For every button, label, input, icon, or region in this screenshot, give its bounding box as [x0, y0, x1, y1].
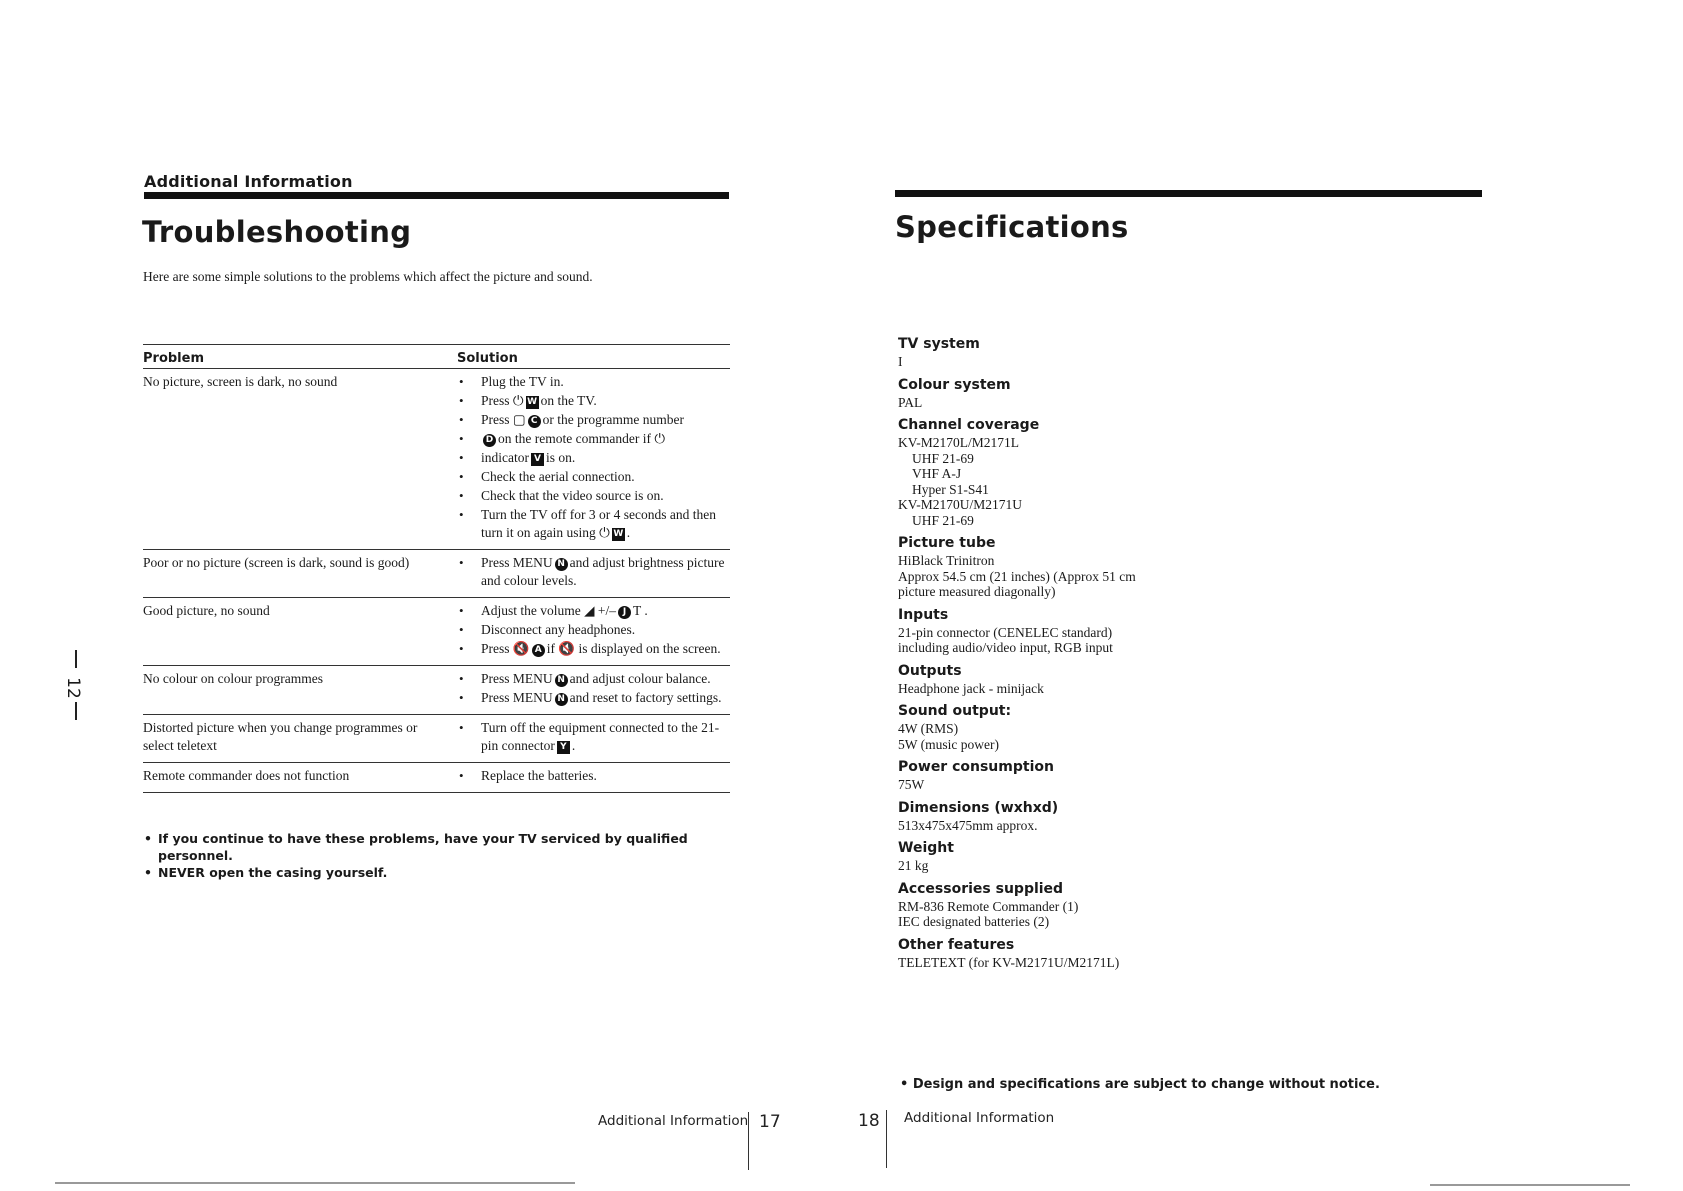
solution-item	[457, 392, 730, 410]
button-ref-badge: N	[555, 674, 568, 687]
spec-item	[898, 758, 1438, 793]
solution-cell	[457, 670, 730, 708]
solution-text: and reset to factory settings.	[569, 690, 722, 705]
solution-item	[457, 373, 730, 391]
solution-text: Press MENU	[481, 690, 553, 705]
spec-value: 21 kg	[898, 858, 929, 873]
footnote: • Design and specifications are subject to change without notice.	[900, 1077, 1380, 1092]
spec-value: 75W	[898, 777, 925, 792]
footnote-text: Design and specifications are subject to change without notice.	[912, 1077, 1380, 1092]
intro-text: Here are some simple solutions to the problems which affect the picture and sound.	[143, 269, 593, 284]
solution-item	[457, 411, 730, 429]
button-ref-badge: A	[532, 644, 545, 657]
button-ref-badge: J	[618, 606, 631, 619]
spec-value: HiBlack Trinitron	[898, 553, 995, 568]
spec-value: UHF 21-69	[912, 450, 974, 466]
solution-text: Press ⏻	[481, 393, 524, 408]
note-item: • NEVER open the casing yourself.	[144, 864, 704, 881]
table-header	[143, 345, 730, 369]
page-title-troubleshooting: Troubleshooting	[142, 215, 412, 249]
footer-label-left: Additional Information	[598, 1113, 749, 1129]
spec-value: KV-M2170U/M2171U	[898, 497, 1023, 512]
problem-cell: No colour on colour programmes	[143, 671, 323, 686]
spec-value: KV-M2170L/M2171L	[898, 435, 1020, 450]
solution-item	[457, 621, 730, 639]
header-problem: Problem	[143, 351, 204, 366]
button-ref-badge: Y	[557, 741, 570, 754]
solution-text: T .	[633, 603, 648, 618]
spec-value: VHF A-J	[912, 466, 962, 481]
warning-notes	[144, 830, 704, 881]
section-rule-left	[144, 192, 729, 199]
solution-text: Press MENU	[481, 671, 553, 686]
solution-text: or the programme number	[542, 412, 684, 427]
spec-item	[898, 416, 1438, 528]
solution-list	[457, 767, 730, 785]
solution-text: Adjust the volume ◢ +/–	[481, 603, 616, 618]
button-ref-badge: D	[483, 434, 496, 447]
solution-cell	[457, 767, 730, 786]
table-row	[143, 550, 730, 598]
button-ref-badge: N	[555, 558, 568, 571]
button-ref-badge: N	[555, 693, 568, 706]
button-ref-badge: W	[527, 397, 538, 407]
solution-item	[457, 487, 730, 505]
solution-cell	[457, 373, 730, 543]
solution-item	[457, 670, 730, 688]
problem-cell: Good picture, no sound	[143, 603, 270, 618]
spec-label: Outputs	[898, 662, 962, 679]
spec-label: Colour system	[898, 376, 1011, 393]
spec-value: Hyper S1-S41	[912, 481, 989, 497]
solution-text: is on.	[545, 450, 576, 465]
spec-label: Dimensions (wxhxd)	[898, 799, 1059, 816]
solution-text: .	[626, 525, 631, 540]
problem-cell: Remote commander does not function	[143, 768, 350, 783]
spec-value: RM-836 Remote Commander (1)	[898, 898, 1079, 914]
spec-label: Other features	[898, 936, 1015, 953]
solution-item	[457, 554, 730, 590]
spec-label: Sound output:	[898, 703, 1012, 719]
problem-cell: No picture, screen is dark, no sound	[143, 374, 338, 389]
spec-value: 5W (music power)	[898, 736, 999, 752]
footer-label-right: Additional Information	[904, 1110, 1055, 1126]
solution-cell	[457, 602, 730, 659]
button-ref-badge: V	[531, 453, 544, 466]
solution-item	[457, 767, 730, 785]
spec-label: Accessories supplied	[898, 880, 1064, 897]
table-row	[143, 715, 730, 763]
table-row	[143, 598, 730, 666]
solution-list	[457, 373, 730, 542]
spec-value: picture measured diagonally)	[898, 584, 1056, 599]
table-row	[143, 763, 730, 793]
spec-value: 513x475x475mm approx.	[898, 817, 1038, 833]
solution-item	[457, 602, 730, 620]
footer-divider-right	[886, 1110, 887, 1168]
problem-cell: Poor or no picture (screen is dark, sound is good)	[143, 555, 410, 570]
side-page-number-text: 12	[62, 677, 83, 699]
spec-item	[898, 839, 1438, 874]
solution-text: Turn off the equipment connected to the 21-pin connector	[481, 720, 720, 753]
spec-value: IEC designated batteries (2)	[898, 914, 1050, 929]
spec-label: Inputs	[898, 606, 949, 623]
solution-item	[457, 449, 730, 467]
spec-value: I	[898, 354, 903, 369]
spec-item	[898, 376, 1438, 411]
scan-edge-right	[1430, 1184, 1630, 1186]
solution-list	[457, 670, 730, 707]
spec-item	[898, 702, 1438, 752]
solution-text: on the remote commander if ⏻	[498, 431, 665, 446]
spec-label: Power consumption	[898, 759, 1054, 775]
page-title-specifications: Specifications	[895, 210, 1129, 244]
solution-item	[457, 430, 730, 448]
solution-text: Press MENU	[481, 555, 553, 570]
spec-item	[898, 880, 1438, 930]
spec-label: TV system	[898, 336, 980, 352]
spec-value: PAL	[898, 394, 923, 410]
page-number-right: 18	[858, 1111, 880, 1131]
spec-value: UHF 21-69	[912, 512, 974, 528]
solution-item	[457, 468, 730, 486]
button-ref-badge: C	[528, 415, 541, 428]
solution-text: Turn the TV off for 3 or 4 seconds and then turn it on again using ⏻	[481, 507, 716, 540]
troubleshooting-table	[143, 344, 730, 793]
section-rule-right	[895, 190, 1482, 197]
solution-text: Replace the batteries.	[481, 768, 597, 783]
solution-item	[457, 640, 730, 658]
solution-text: Check the aerial connection.	[481, 469, 635, 484]
spec-label: Channel coverage	[898, 417, 1040, 433]
scan-edge-left	[55, 1182, 575, 1184]
solution-text: Check that the video source is on.	[481, 488, 664, 503]
spec-value: Approx 54.5 cm (21 inches) (Approx 51 cm	[898, 568, 1136, 584]
button-ref-badge: W	[613, 529, 624, 539]
solution-list	[457, 719, 730, 755]
solution-text: Press ▢	[481, 412, 526, 427]
spec-label: Weight	[898, 840, 954, 856]
solution-item	[457, 689, 730, 707]
solution-cell	[457, 719, 730, 756]
spec-item	[898, 335, 1438, 370]
problem-cell: Distorted picture when you change programmes or select teletext	[143, 720, 418, 753]
note-item: • If you continue to have these problems, have your TV serviced by qualified personnel.	[144, 830, 704, 864]
spec-item	[898, 936, 1438, 971]
solution-list	[457, 602, 730, 658]
header-solution: Solution	[457, 351, 518, 366]
spec-value: Headphone jack - minijack	[898, 680, 1044, 696]
section-label: Additional Information	[144, 172, 353, 191]
specifications-list	[898, 335, 1438, 976]
spec-value: including audio/video input, RGB input	[898, 640, 1113, 655]
spec-value: TELETEXT (for KV-M2171U/M2171L)	[898, 954, 1120, 970]
solution-item	[457, 719, 730, 755]
spec-value: 21-pin connector (CENELEC standard)	[898, 624, 1113, 640]
solution-text: and adjust brightness picture and colour levels.	[481, 555, 725, 588]
spec-value: 4W (RMS)	[898, 721, 959, 736]
solution-list	[457, 554, 730, 590]
solution-text: if 🔇 is displayed on the screen.	[546, 641, 721, 656]
solution-item	[457, 506, 730, 542]
table-row	[143, 369, 730, 550]
spec-item	[898, 534, 1438, 600]
footer-divider-left	[748, 1112, 749, 1170]
page-number-left: 17	[759, 1112, 781, 1132]
solution-text: and adjust colour balance.	[569, 671, 711, 686]
table-body	[143, 369, 730, 793]
side-page-number	[56, 650, 96, 720]
spec-item	[898, 799, 1438, 834]
solution-cell	[457, 554, 730, 591]
solution-text: Plug the TV in.	[481, 374, 564, 389]
table-row	[143, 666, 730, 715]
solution-text: Disconnect any headphones.	[481, 622, 636, 637]
spec-item	[898, 606, 1438, 656]
spec-label: Picture tube	[898, 535, 996, 551]
solution-text: indicator	[481, 450, 529, 465]
solution-text: on the TV.	[540, 393, 597, 408]
spec-item	[898, 662, 1438, 697]
solution-text: Press 🔇	[481, 641, 530, 656]
solution-text: .	[571, 738, 576, 753]
